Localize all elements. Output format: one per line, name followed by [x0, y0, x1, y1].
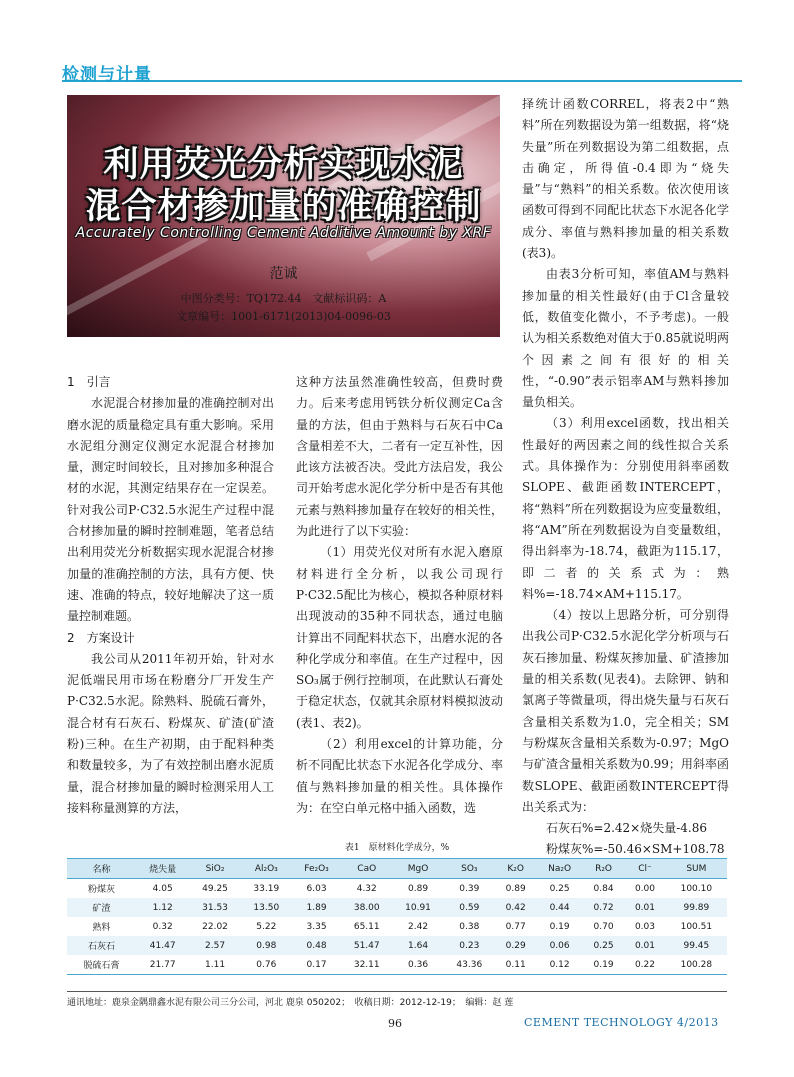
section-header	[62, 60, 742, 85]
table-cell: 0.89	[408, 883, 429, 894]
table-cell: 0.98	[256, 940, 277, 951]
paragraph: 我公司从2011年初开始，针对水泥低端民用市场在粉磨分厂开发生产P·C32.5水泥。除熟料、脱硫石膏外，混合材有石灰石、粉煤灰、矿渣(矿渣粉)三种。在生产初期，由于配料种类和数量较多，为了有效控制出磨水泥质量，混合材掺加量的瞬时检测采用人工接料称量测算的方法，	[67, 651, 274, 815]
article-number: 文章编号：1001-6171(2013)04-0096-03	[176, 310, 391, 323]
table-cell: 0.25	[593, 940, 614, 951]
table-cell: 21.77	[136, 955, 189, 975]
table-cell: 100.28	[666, 955, 727, 975]
paragraph: （4）按以上思路分析，可分别得出我公司P·C32.5水泥化学分析项与石灰石掺加量、粉煤灰掺加量、矿渣掺加量的相关系数(见表4)。去除钾、钠和氯离子等微量项，得出烧失量与石灰石含量相关系数为1.0，完全相关；SM与粉煤灰含量相关系数为-0.97；MgO与矿渣含量相关系数为0.99；用斜率函数SLOPE、截距函数INTERCEPT得出关系式为：	[522, 608, 729, 814]
article-title-line-2: 混合材掺加量的准确控制	[85, 187, 482, 227]
table-cell: 0.32	[152, 921, 173, 932]
row-label: 石灰石	[87, 942, 115, 952]
formula: 石灰石%=2.42×烧失量-4.86	[546, 821, 708, 836]
section-label: 检测与计量	[62, 65, 152, 85]
table-header-row	[67, 859, 727, 879]
classification-number: 中图分类号：TQ172.44 文献标识码：A	[180, 292, 387, 305]
table-cell: 6.03	[306, 883, 327, 894]
paragraph: （2）利用excel的计算功能，分析不同配比状态下水泥各化学成分、率值与熟料掺加量的相关性。具体操作为：在空白单元格中插入函数，选	[296, 737, 503, 815]
table-cell: 0.42	[505, 902, 526, 913]
article-title-line-1: 利用荧光分析实现水泥	[103, 145, 464, 185]
journal-name: CEMENT TECHNOLOGY 4/2013	[524, 1016, 719, 1029]
table-cell: 0.23	[459, 940, 480, 951]
column-header: SO₃	[444, 859, 495, 879]
table-cell: 100.51	[680, 921, 713, 932]
table-cell: 99.89	[683, 902, 710, 913]
table-cell: 4.05	[152, 883, 173, 894]
table-cell: 0.12	[536, 955, 582, 975]
table-row	[67, 879, 727, 899]
table-cell: 65.11	[353, 921, 380, 932]
table-cell: 99.45	[683, 940, 710, 951]
table-row	[67, 898, 727, 917]
column-header: R₂O	[583, 859, 624, 879]
formula: 粉煤灰%=-50.46×SM+108.78	[546, 842, 725, 857]
table-cell: 0.89	[505, 883, 526, 894]
table-cell: 0.70	[593, 921, 614, 932]
table-cell: 0.29	[505, 940, 526, 951]
column-header: SiO₂	[189, 859, 240, 879]
table-cell: 1.12	[152, 902, 173, 913]
column-header: 名称	[67, 859, 136, 879]
table-cell: 38.00	[353, 902, 380, 913]
table-cell: 2.57	[205, 940, 226, 951]
column-header: CaO	[341, 859, 392, 879]
english-title: Accurately Controlling Cement Additive Amount by XRF	[75, 225, 492, 241]
column-header: Na₂O	[536, 859, 582, 879]
table-cell: 43.36	[444, 955, 495, 975]
footer-rule	[67, 991, 727, 992]
page-number: 96	[388, 1017, 402, 1030]
table-cell: 5.22	[256, 921, 277, 932]
correspondence-footer: 通讯地址：鹿泉金隅鼎鑫水泥有限公司三分公司，河北 鹿泉 050202； 收稿日期：2012-12-19； 编辑：赵 莲	[67, 998, 514, 1008]
row-label: 矿渣	[92, 904, 111, 914]
row-label: 粉煤灰	[87, 885, 115, 895]
table-cell: 1.11	[189, 955, 240, 975]
raw-material-composition-table	[67, 858, 727, 975]
paragraph: 由表3分析可知，率值AM与熟料掺加量的相关性最好(由于Cl含量较低，数值变化微小，不予考虑)。一般认为相关系数绝对值大于0.85就说明两个因素之间有很好的相关性，“-0.90”表示铝率AM与熟料掺加量负相关。	[522, 267, 729, 410]
text-column-2	[296, 372, 503, 819]
table-caption: 表1 原材料化学成分，%	[344, 843, 450, 853]
table-cell: 0.59	[459, 902, 480, 913]
section-heading: 1 引言	[67, 375, 111, 389]
table-cell: 22.02	[202, 921, 228, 932]
column-header: Cl⁻	[624, 859, 665, 879]
table-cell: 33.19	[253, 883, 280, 894]
table-cell: 0.76	[241, 955, 292, 975]
column-header: Al₂O₃	[241, 859, 292, 879]
table-cell: 0.19	[549, 921, 570, 932]
paragraph: 这种方法虽然准确性较高，但费时费力。后来考虑用钙铁分析仪测定Ca含量的方法，但由于熟料与石灰石中Ca含量相差不大，二者有一定互补性，因此该方法被否决。受此方法启发，我公司开始考虑水泥化学分析中是否有其他元素与熟料掺加量存在较好的相关性，为此进行了以下实验：	[296, 375, 503, 539]
table-cell: 31.53	[202, 902, 228, 913]
column-header: MgO	[392, 859, 443, 879]
table-1	[67, 840, 727, 975]
table-cell: 0.01	[634, 902, 655, 913]
table-cell: 0.00	[634, 883, 655, 894]
title-banner	[67, 95, 500, 337]
table-cell: 0.44	[549, 902, 570, 913]
table-cell: 0.25	[549, 883, 570, 894]
text-column-3	[522, 94, 729, 861]
author: 范诚	[269, 266, 298, 282]
table-cell: 0.01	[634, 940, 655, 951]
paragraph: （3）利用excel函数，找出相关性最好的两因素之间的线性拟合关系式。具体操作为：分别使用斜率函数SLOPE、截距函数INTERCEPT，将“熟料”所在列数据设为应变量数组，将“AM”所在列数据设为自变量数组，得出斜率为-18.74，截距为115.17，即二者的关系式为：熟料%=-18.74×AM+115.17。	[522, 416, 729, 601]
paragraph: （1）用荧光仪对所有水泥入磨原材料进行全分析，以我公司现行P·C32.5配比为核心，模拟各种原材料出现波动的35种不同状态，通过电脑计算出不同配料状态下，出磨水泥的各种化学成分和率值。在生产过程中，因SO₃属于例行控制项，在此默认石膏处于稳定状态，仅就其余原材料模拟波动(表1、表2)。	[296, 545, 503, 730]
table-cell: 1.64	[408, 940, 429, 951]
table-cell: 0.06	[549, 940, 570, 951]
row-label: 脱硫石膏	[67, 955, 136, 975]
table-cell: 51.47	[353, 940, 380, 951]
table-cell: 0.11	[495, 955, 536, 975]
table-cell: 0.48	[306, 940, 327, 951]
table-cell: 0.84	[593, 883, 614, 894]
table-row	[67, 936, 727, 955]
table-cell: 0.38	[459, 921, 480, 932]
table-cell: 0.77	[505, 921, 526, 932]
row-label: 熟料	[92, 923, 111, 933]
paragraph: 择统计函数CORREL，将表2中“熟料”所在列数据设为第一组数据，将“烧失量”所在列数据设为第二组数据，点击确定，所得值-0.4即为“烧失量”与“熟料”的相关系数。依次使用该函数可得到不同配比状态下水泥各化学成分、率值与熟料掺加量的相关系数(表3)。	[522, 97, 729, 261]
column-header: K₂O	[495, 859, 536, 879]
table-cell: 0.39	[459, 883, 480, 894]
table-cell: 10.91	[405, 902, 431, 913]
table-cell: 49.25	[202, 883, 228, 894]
table-cell: 1.89	[306, 902, 327, 913]
column-header: 烧失量	[136, 859, 189, 879]
text-column-1	[67, 372, 274, 819]
table-cell: 13.50	[253, 902, 280, 913]
table-row	[67, 917, 727, 936]
table-cell: 2.42	[408, 921, 429, 932]
table-cell: 0.36	[392, 955, 443, 975]
section-heading: 2 方案设计	[67, 630, 135, 645]
table-cell: 0.03	[634, 921, 655, 932]
column-header: Fe₂O₃	[292, 859, 341, 879]
table-cell: 3.35	[306, 921, 327, 932]
column-header: SUM	[666, 859, 727, 879]
table-cell: 0.72	[593, 902, 614, 913]
table-row	[67, 955, 727, 975]
table-cell: 41.47	[149, 940, 176, 951]
table-cell: 32.11	[341, 955, 392, 975]
table-cell: 0.22	[624, 955, 665, 975]
table-cell: 0.19	[583, 955, 624, 975]
table-cell: 0.17	[292, 955, 341, 975]
paragraph: 水泥混合材掺加量的准确控制对出磨水泥的质量稳定具有重大影响。采用水泥组分测定仪测定水泥混合材掺加量，测定时间较长，且对掺加多种混合材的水泥，其测定结果存在一定误差。针对我公司P·C32.5水泥生产过程中混合材掺加量的瞬时控制难题，笔者总结出利用荧光分析数据实现水泥混合材掺加量的准确控制的方法，具有方便、快速、准确的特点，较好地解决了这一质量控制难题。	[67, 396, 274, 624]
table-cell: 100.10	[680, 883, 713, 894]
table-cell: 4.32	[356, 883, 377, 894]
